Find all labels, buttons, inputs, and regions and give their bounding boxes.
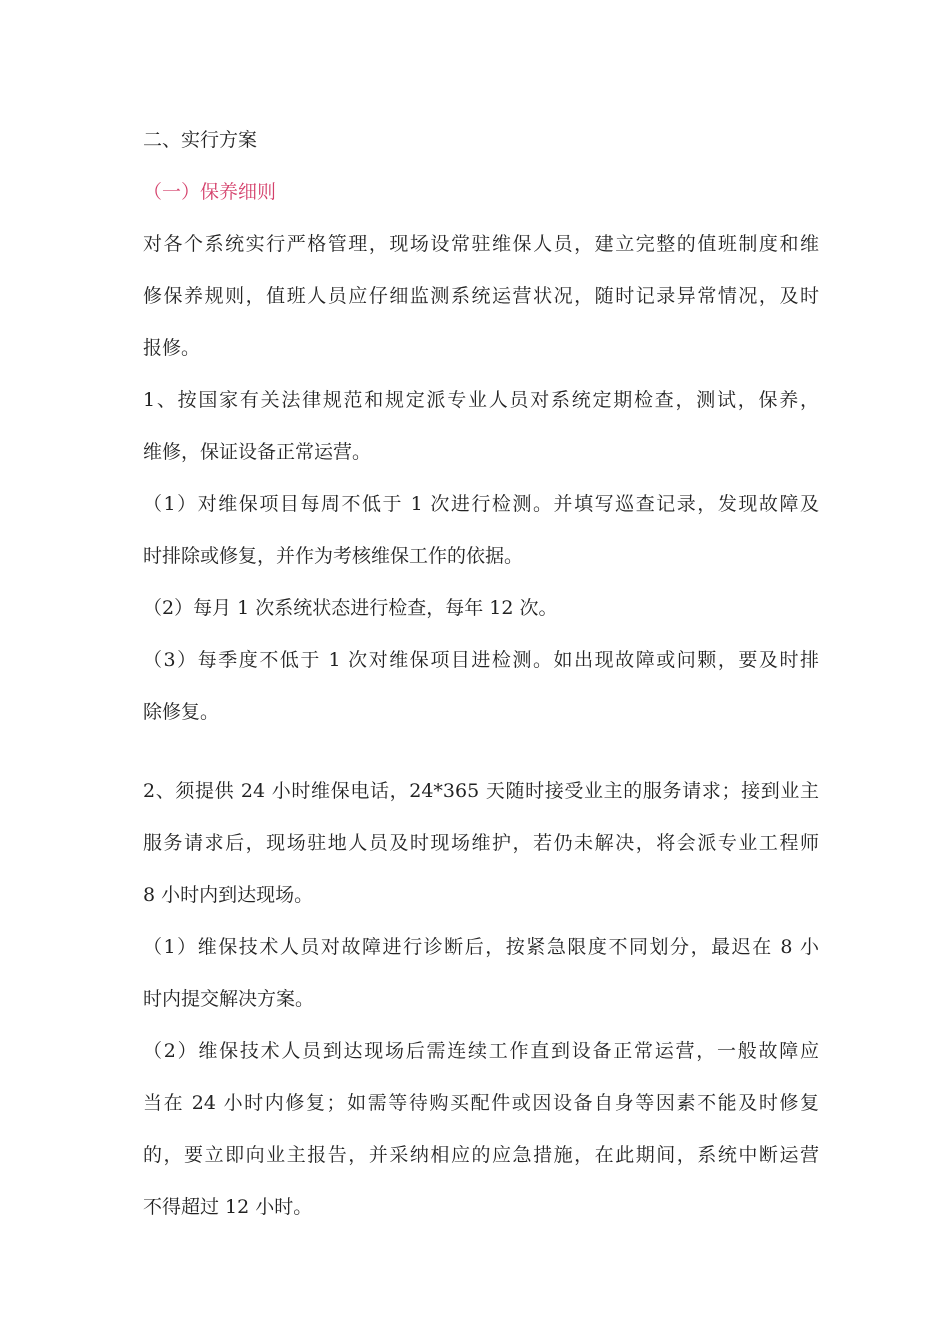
item-1 (143, 374, 819, 478)
paragraph-line: 对各个系统实行严格管理，现场设常驻维保人员，建立完整的值班制度和维 (143, 233, 819, 255)
paragraph-line: 时排除或修复，并作为考核维保工作的依据。 (143, 545, 524, 567)
paragraph-line: 服务请求后，现场驻地人员及时现场维护，若仍未解决，将会派专业工程师 (143, 832, 819, 854)
paragraph-line: （1）对维保项目每周不低于 1 次进行检测。并填写巡查记录，发现故障及 (143, 493, 819, 515)
paragraph-line: 时内提交解决方案。 (143, 988, 315, 1010)
item-1-sub-2 (143, 582, 819, 634)
paragraph-line: 1、按国家有关法律规范和规定派专业人员对系统定期检查，测试，保养， (143, 389, 819, 411)
paragraph-line: 的，要立即向业主报告，并采纳相应的应急措施，在此期间，系统中断运营 (143, 1144, 819, 1166)
paragraph-line: 2、须提供 24 小时维保电话，24*365 天随时接受业主的服务请求；接到业主 (143, 780, 819, 802)
paragraph-line: （2）维保技术人员到达现场后需连续工作直到设备正常运营，一般故障应 (143, 1040, 819, 1062)
item-1-sub-1 (143, 478, 819, 582)
paragraph-line: 报修。 (143, 337, 201, 359)
paragraph-line: （2）每月 1 次系统状态进行检查，每年 12 次。 (143, 597, 558, 619)
paragraph-line: 修保养规则，值班人员应仔细监测系统运营状况，随时记录异常情况，及时 (143, 285, 819, 307)
item-2-sub-1 (143, 921, 819, 1025)
item-2-sub-2 (143, 1025, 819, 1233)
paragraph-line: 维修，保证设备正常运营。 (143, 441, 372, 463)
item-1-sub-3 (143, 634, 819, 738)
section-title: 二、实行方案 (143, 129, 258, 151)
paragraph-line: （3）每季度不低于 1 次对维保项目进检测。如出现故障或问颗，要及时排 (143, 649, 819, 671)
item-2 (143, 765, 819, 921)
document-body (143, 114, 819, 1233)
paragraph-line: 当在 24 小时内修复；如需等待购买配件或因设备自身等因素不能及时修复 (143, 1092, 819, 1114)
paragraph-management (143, 218, 819, 374)
paragraph-line: 8 小时内到达现场。 (143, 884, 314, 906)
subsection-title: （一）保养细则 (143, 181, 277, 203)
paragraph-spacer (143, 738, 819, 765)
paragraph-line: 除修复。 (143, 701, 220, 723)
paragraph-line: 不得超过 12 小时。 (143, 1196, 313, 1218)
paragraph-line: （1）维保技术人员对故障进行诊断后，按紧急限度不同划分，最迟在 8 小 (143, 936, 819, 958)
